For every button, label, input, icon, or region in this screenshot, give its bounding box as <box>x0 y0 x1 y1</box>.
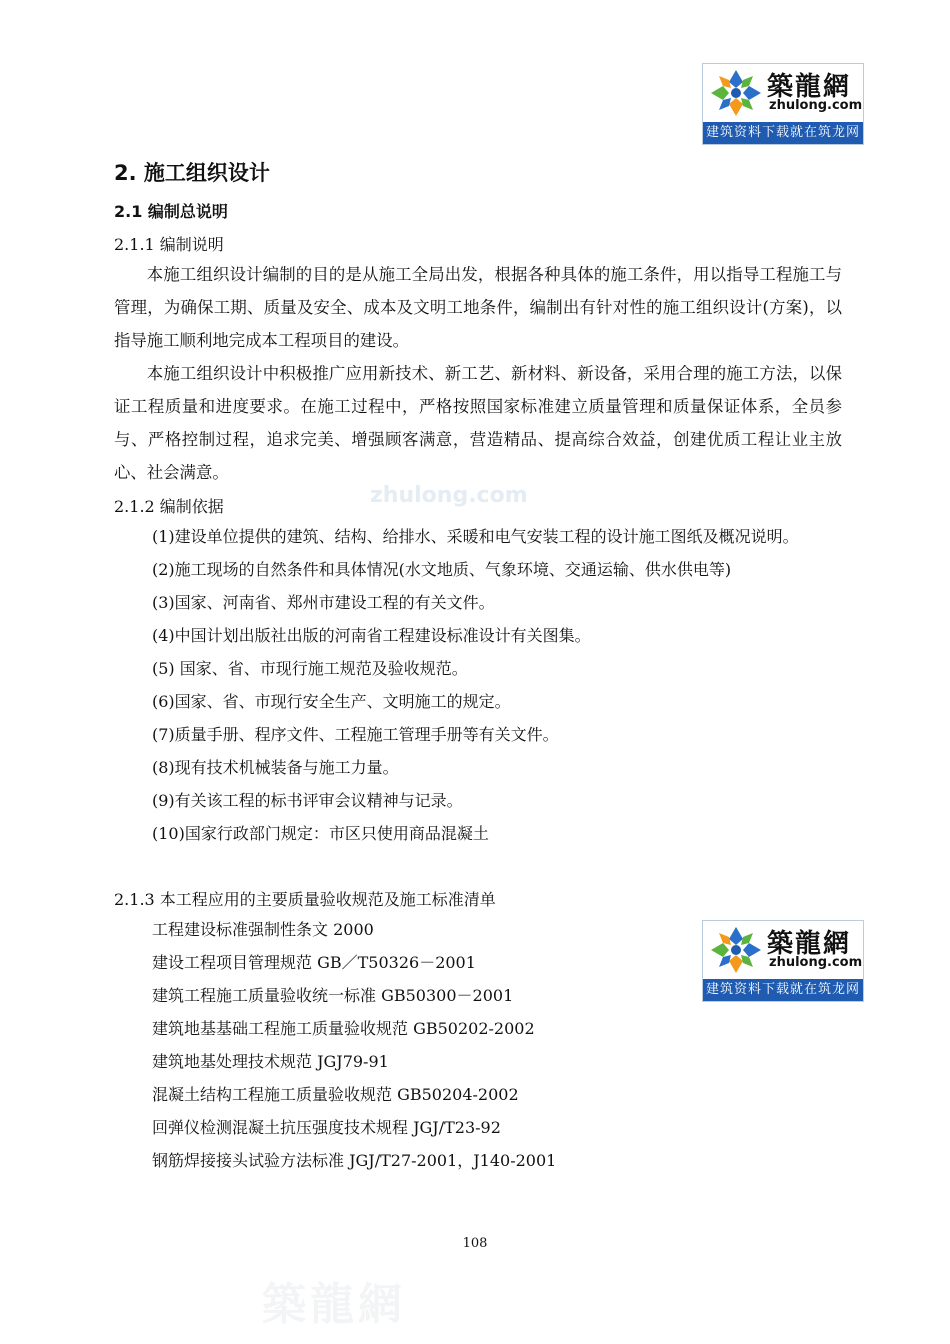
standard-item: 回弹仪检测混凝土抗压强度技术规程 JGJ/T23-92 <box>152 1118 501 1137</box>
snowflake-logo-icon <box>707 68 765 118</box>
logo-domain: zhulong.com <box>769 955 863 970</box>
logo-tagline: 建筑资料下载就在筑龙网 <box>703 122 863 144</box>
standard-item: 建筑地基处理技术规范 JGJ79-91 <box>152 1052 389 1071</box>
standard-item: 建设工程项目管理规范 GB／T50326－2001 <box>152 953 476 972</box>
subsection-title-212: 2.1.2 编制依据 <box>114 497 224 516</box>
list-item: (4)中国计划出版社出版的河南省工程建设标准设计有关图集。 <box>152 626 591 645</box>
page-number: 108 <box>462 1236 488 1251</box>
standard-item: 建筑工程施工质量验收统一标准 GB50300－2001 <box>152 986 514 1005</box>
subsection-title-211: 2.1.1 编制说明 <box>114 235 224 254</box>
list-item: (10)国家行政部门规定：市区只使用商品混凝土 <box>152 824 489 843</box>
standard-item: 钢筋焊接接头试验方法标准 JGJ/T27-2001，J140-2001 <box>152 1151 557 1170</box>
watermark-bottom: 築龍網 <box>262 1279 406 1330</box>
list-item: (5) 国家、省、市现行施工规范及验收规范。 <box>152 659 468 678</box>
basis-list <box>114 520 849 850</box>
list-item: (1)建设单位提供的建筑、结构、给排水、采暖和电气安装工程的设计施工图纸及概况说明。 <box>152 527 799 546</box>
subsection-title-213: 2.1.3 本工程应用的主要质量验收规范及施工标准清单 <box>114 890 496 909</box>
logo-tagline: 建筑资料下载就在筑龙网 <box>703 979 863 1001</box>
section-title: 2.1 编制总说明 <box>114 202 228 221</box>
list-item: (8)现有技术机械装备与施工力量。 <box>152 758 399 777</box>
list-item: (7)质量手册、程序文件、工程施工管理手册等有关文件。 <box>152 725 559 744</box>
watermark-text: zhulong.com <box>370 483 528 508</box>
logo-chinese-name: 築龍網 <box>767 929 852 959</box>
zhulong-logo-top <box>702 63 864 145</box>
standard-item: 工程建设标准强制性条文 2000 <box>152 920 374 939</box>
paragraph-technology: 本施工组织设计中积极推广应用新技术、新工艺、新材料、新设备，采用合理的施工方法，以保证工程质量和进度要求。在施工过程中，严格按照国家标准建立质量管理和质量保证体系，全员参与、严格控制过程，追求完美、增强顾客满意，营造精品、提高综合效益，创建优质工程让业主放心、社会满意。 <box>114 364 842 482</box>
list-item: (2)施工现场的自然条件和具体情况(水文地质、气象环境、交通运输、供水供电等) <box>152 560 732 579</box>
standard-item: 建筑地基基础工程施工质量验收规范 GB50202-2002 <box>152 1019 535 1038</box>
list-item: (9)有关该工程的标书评审会议精神与记录。 <box>152 791 463 810</box>
standards-list <box>152 913 556 1177</box>
paragraph-purpose: 本施工组织设计编制的目的是从施工全局出发，根据各种具体的施工条件，用以指导工程施工与管理，为确保工期、质量及安全、成本及文明工地条件，编制出有针对性的施工组织设计(方案)，以指导施工顺利地完成本工程项目的建设。 <box>114 265 842 350</box>
logo-domain: zhulong.com <box>769 98 863 113</box>
chapter-title: 2. 施工组织设计 <box>114 161 270 185</box>
zhulong-logo-middle <box>702 920 864 1002</box>
list-item: (6)国家、省、市现行安全生产、文明施工的规定。 <box>152 692 511 711</box>
logo-chinese-name: 築龍網 <box>767 72 852 102</box>
list-item: (3)国家、河南省、郑州市建设工程的有关文件。 <box>152 593 495 612</box>
standard-item: 混凝土结构工程施工质量验收规范 GB50204-2002 <box>152 1085 519 1104</box>
snowflake-logo-icon <box>707 925 765 975</box>
